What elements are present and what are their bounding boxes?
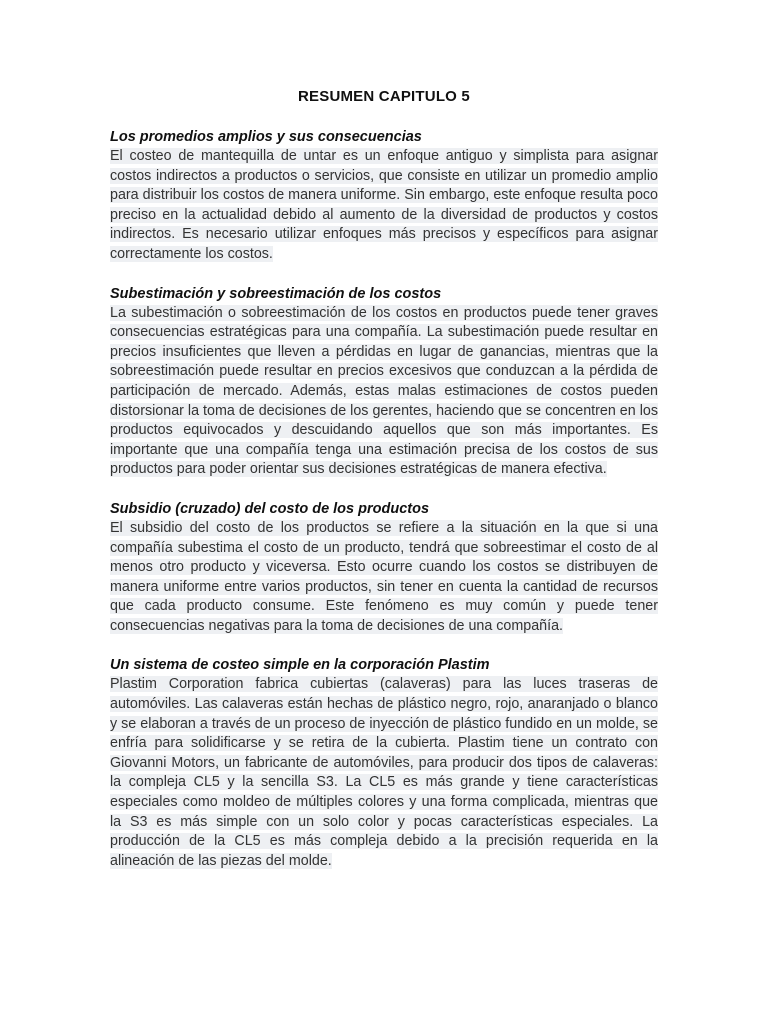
section-text: El costeo de mantequilla de untar es un enfoque antiguo y simplista para asignar costos indirectos a productos o servicios, que consiste en utilizar un promedio amplio para distribuir los costos de manera uniforme. Sin embargo, este enfoque resulta poco preciso en la actualidad debido al aumento de la diversidad de productos y costos indirectos. Es necesario utilizar enfoques más precisos y específicos para asignar correctamente los costos. — [110, 148, 658, 262]
section-subestimacion — [110, 284, 658, 480]
section-paragraph — [110, 519, 658, 637]
section-heading: Subsidio (cruzado) del costo de los productos — [110, 500, 430, 517]
document-page — [110, 88, 658, 890]
section-subsidio-cruzado — [110, 499, 658, 637]
section-promedios-amplios — [110, 127, 658, 265]
document-title: RESUMEN CAPITULO 5 — [298, 88, 470, 105]
section-plastim — [110, 655, 658, 871]
section-paragraph — [110, 147, 658, 265]
section-heading: Los promedios amplios y sus consecuencias — [110, 129, 422, 145]
section-text: Plastim Corporation fabrica cubiertas (calaveras) para las luces traseras de automóviles. Las calaveras están hechas de plástico negro, rojo, anaranjado o blanco y se elaboran a través de un proceso de inyección de plástico fundido en un molde, se enfría para solidificarse y se retira de la cubierta. Plastim tiene un contrato con Giovanni Motors, un fabricante de automóviles, para producir dos tipos de calaveras: la compleja CL5 y la sencilla S3. La CL5 es más grande y tiene características especiales como moldeo de múltiples colores y una forma complicada, mientras que la S3 es más simple con un solo color y pocas características especiales. La producción de la CL5 es más compleja debido a la precisión requerida en la alineación de las piezas del molde. — [110, 676, 658, 869]
section-text: El subsidio del costo de los productos se refiere a la situación en la que si una compañía subestima el costo de un producto, tendrá que sobreestimar el costo de al menos otro producto y viceversa. Esto ocurre cuando los costos se distribuyen de manera uniforme entre varios productos, sin tener en cuenta la cantidad de recursos que cada producto consume. Este fenómeno es muy común y puede tener consecuencias negativas para la toma de decisiones de una compañía. — [110, 519, 658, 634]
section-paragraph — [110, 304, 658, 480]
section-paragraph — [110, 675, 658, 871]
section-heading: Un sistema de costeo simple en la corporación Plastim — [110, 657, 490, 674]
section-heading: Subestimación y sobreestimación de los costos — [110, 285, 442, 302]
section-text: La subestimación o sobreestimación de los costos en productos puede tener graves consecuencias estratégicas para una compañía. La subestimación puede resultar en precios insuficientes que lleven a pérdidas en lugar de ganancias, mientras que la sobreestimación puede resultar en precios excesivos que conduzcan a la pérdida de participación de mercado. Además, estas malas estimaciones de costos pueden distorsionar la toma de decisiones de los gerentes, haciendo que se concentren en los productos equivocados y descuidando aquellos que son más importantes. Es importante que una compañía tenga una estimación precisa de los costos de sus productos para poder orientar sus decisiones estratégicas de manera efectiva. — [110, 304, 658, 478]
